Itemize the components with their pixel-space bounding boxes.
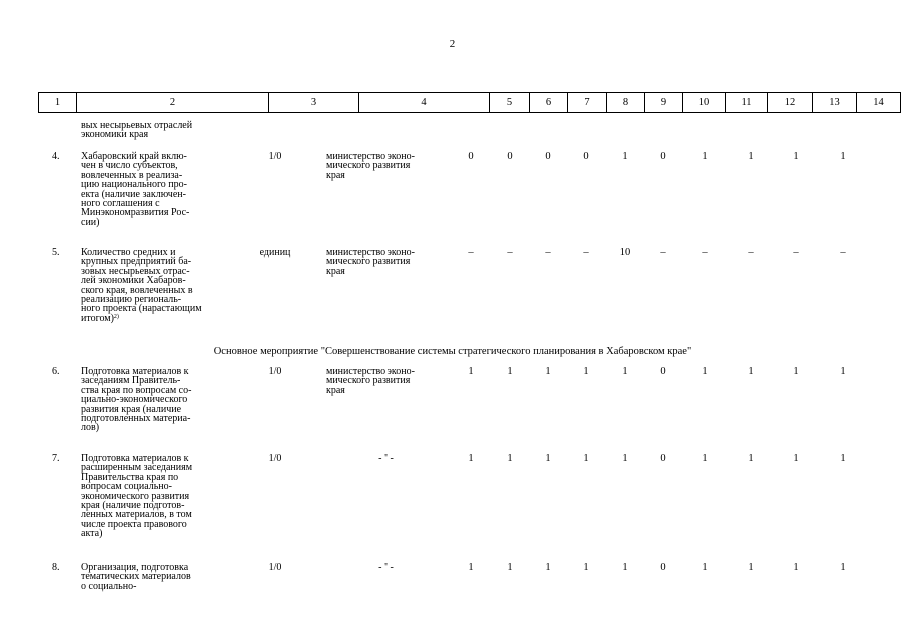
executor-ditto: - " -	[378, 453, 394, 464]
column-header: 4	[359, 93, 490, 113]
value-cell: 1	[702, 151, 708, 162]
unit-of-measure: 1/0	[268, 151, 282, 162]
value-cell: 1	[840, 562, 846, 573]
indicator-name-text: Количество средних и крупных предприятий ба- зовых несырьевых отрас- лей экономики Хабаров- ского края, вовлеченных в реализацию региональ- ного проекта (нарастающим итогом)	[81, 247, 202, 324]
indicator-name: Хабаровский край вклю- чен в число субъектов, вовлеченных в реализа- цию национального про- екта (наличие заключен- ного соглашения с Минэкономразвития Рос- сии)	[81, 151, 190, 228]
column-header-row	[38, 92, 901, 113]
value-cell: 0	[468, 151, 474, 162]
indicator-name: Подготовка материалов к заседаниям Правитель- ства края по вопросам со- циально-экономического развития края (наличие подготовленных материа- лов)	[81, 366, 192, 434]
value-cell: 0	[583, 151, 589, 162]
column-header: 8	[607, 93, 645, 113]
column-header: 6	[530, 93, 568, 113]
value-cell: 1	[545, 562, 551, 573]
value-cell: 1	[468, 562, 474, 573]
value-cell: –	[660, 247, 666, 258]
indicator-name: Организация, подготовка тематических материалов о социально-	[81, 562, 191, 592]
value-cell: 1	[840, 366, 846, 377]
unit-of-measure: единиц	[259, 247, 291, 258]
value-cell: 1	[622, 453, 628, 464]
value-cell: 1	[507, 366, 513, 377]
row-number: 4.	[52, 151, 60, 162]
value-cell: 0	[660, 453, 666, 464]
value-cell: 1	[702, 562, 708, 573]
value-cell: 1	[622, 151, 628, 162]
unit-of-measure: 1/0	[268, 366, 282, 377]
value-cell: 1	[468, 453, 474, 464]
column-header: 11	[726, 93, 768, 113]
footnote-marker: 2)	[113, 313, 119, 320]
row-number: 8.	[52, 562, 60, 573]
value-cell: 1	[622, 366, 628, 377]
value-cell: 1	[583, 453, 589, 464]
value-cell: 0	[660, 366, 666, 377]
value-cell: 1	[545, 453, 551, 464]
value-cell: 1	[793, 151, 799, 162]
value-cell: –	[748, 247, 754, 258]
value-cell: 1	[748, 453, 754, 464]
value-cell: 1	[840, 151, 846, 162]
value-cell: 1	[545, 366, 551, 377]
value-cell: 1	[793, 366, 799, 377]
executor: министерство эконо- мического развития края	[326, 151, 415, 181]
page-number: 2	[449, 38, 456, 50]
column-header: 9	[645, 93, 683, 113]
indicator-name: Подготовка материалов к расширенным заседаниям Правительства края по вопросам социально- экономического развития края (наличие подготов- ленных материалов, в том числе проекта правового акта)	[81, 453, 193, 540]
column-header: 5	[490, 93, 530, 113]
column-header: 3	[269, 93, 359, 113]
column-header: 14	[857, 93, 901, 113]
value-cell: 1	[507, 453, 513, 464]
value-cell: –	[583, 247, 589, 258]
value-cell: 1	[702, 453, 708, 464]
value-cell: 1	[840, 453, 846, 464]
value-cell: 1	[583, 366, 589, 377]
value-cell: –	[702, 247, 708, 258]
column-header: 1	[39, 93, 77, 113]
value-cell: 1	[793, 562, 799, 573]
section-heading: Основное мероприятие "Совершенствование системы стратегического планирования в Хабаровском крае"	[213, 346, 692, 357]
value-cell: 1	[622, 562, 628, 573]
indicator-name	[81, 248, 202, 323]
value-cell: 0	[545, 151, 551, 162]
row-number: 5.	[52, 247, 60, 258]
continuation-name: вых несырьевых отраслей экономики края	[81, 120, 193, 141]
value-cell: –	[793, 247, 799, 258]
column-header: 13	[813, 93, 857, 113]
unit-of-measure: 1/0	[268, 562, 282, 573]
column-header: 10	[683, 93, 726, 113]
column-header: 2	[77, 93, 269, 113]
value-cell: 1	[468, 366, 474, 377]
value-cell: 1	[748, 366, 754, 377]
value-cell: 1	[748, 562, 754, 573]
row-number: 6.	[52, 366, 60, 377]
value-cell: –	[840, 247, 846, 258]
value-cell: 1	[793, 453, 799, 464]
value-cell: –	[507, 247, 513, 258]
value-cell: 0	[660, 562, 666, 573]
executor: министерство эконо- мического развития края	[326, 366, 415, 396]
value-cell: 1	[583, 562, 589, 573]
value-cell: 0	[507, 151, 513, 162]
executor-ditto: - " -	[378, 562, 394, 573]
row-number: 7.	[52, 453, 60, 464]
value-cell: 0	[660, 151, 666, 162]
value-cell: 1	[748, 151, 754, 162]
executor: министерство эконо- мического развития края	[326, 247, 415, 277]
unit-of-measure: 1/0	[268, 453, 282, 464]
column-header: 7	[568, 93, 607, 113]
column-header: 12	[768, 93, 813, 113]
value-cell: 1	[507, 562, 513, 573]
value-cell: 1	[702, 366, 708, 377]
value-cell: –	[545, 247, 551, 258]
value-cell: –	[468, 247, 474, 258]
value-cell: 10	[619, 247, 631, 258]
